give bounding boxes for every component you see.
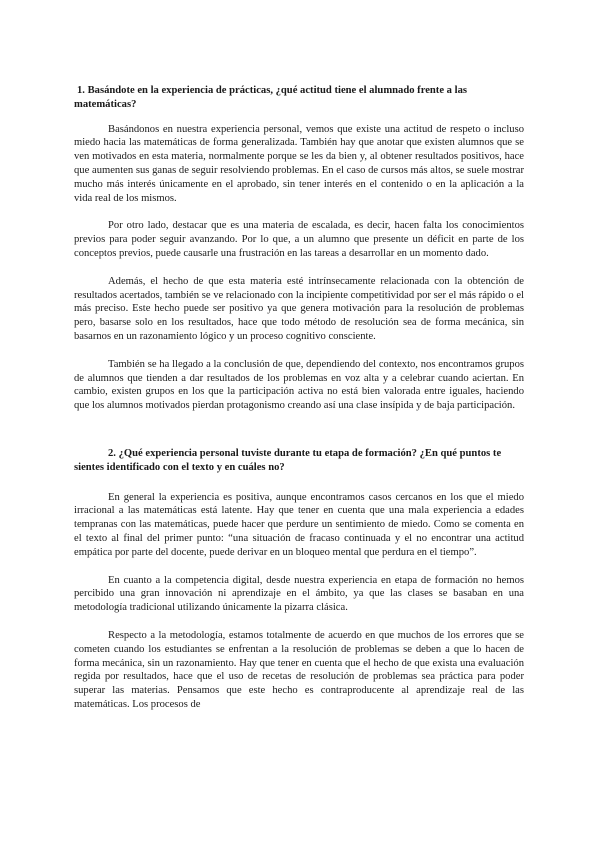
- answer-1-paragraph-1: Basándonos en nuestra experiencia personal, vemos que existe una actitud de respeto o incluso miedo hacia las matemáticas de forma generalizada. También hay que anotar que existen alumnos que se ven motivados en esta materia, normalmente porque se les da bien y, al obtener resultados positivos, hace que aumenten sus ganas de seguir resolviendo problemas. En el caso de cursos más altos, se suele mostrar mucho más interés únicamente en el aprobado, sin tener interés en el contenido o en la aplicación a la vida real de los mismos.: [74, 123, 524, 204]
- answer-2-paragraph-2: En cuanto a la competencia digital, desde nuestra experiencia en etapa de formación no hemos percibido una gran innovación ni aprendizaje en el ámbito, ya que las clases se basaban en una metodología tradicional utilizando únicamente la pizarra clásica.: [74, 574, 524, 614]
- answer-1-paragraph-2: Por otro lado, destacar que es una materia de escalada, es decir, hacen falta los conocimientos previos para poder seguir avanzando. Por lo que, a un alumno que presente un déficit en parte de los conceptos previos, puede causarle una frustración en las tareas a desarrollar en un momento dado.: [74, 220, 524, 259]
- answer-2-paragraph-3: Respecto a la metodología, estamos totalmente de acuerdo en que muchos de los errores que se cometen cuando los estudiantes se enfrentan a la resolución de problemas se deben a que lo hacen de forma mecánica, sin un razonamiento. Hay que tener en cuenta que el hecho de que exista una evaluación regida por resultados, hace que el uso de recetas de resolución de problemas sea práctica para poder superar las materias. Pensamos que este hecho es contraproducente al aprendizaje real de las matemáticas. Los procesos de: [74, 629, 524, 710]
- question-2-heading: 2. ¿Qué experiencia personal tuviste durante tu etapa de formación? ¿En qué puntos te sientes identificado con el texto y en cuáles no?: [74, 447, 502, 473]
- answer-2-paragraph-1: En general la experiencia es positiva, aunque encontramos casos cercanos en los que el miedo irracional a las matemáticas está latente. Hay que tener en cuenta que una mala experiencia a edades tempranas con las matemáticas, puede hacer que perdure un sentimiento de miedo. Como se comenta en el texto al final del primer punto: “una situación de fracaso continuada y el no encontrar una actitud empática por parte del docente, puede derivar en un bloqueo mental que perdura en el tiempo”.: [74, 491, 524, 558]
- question-1-heading: 1. Basándote en la experiencia de prácticas, ¿qué actitud tiene el alumnado frente a las matemáticas?: [74, 85, 467, 110]
- answer-1-paragraph-4: También se ha llegado a la conclusión de que, dependiendo del contexto, nos encontramos grupos de alumnos que tienden a dar resultados de los problemas en voz alta y a celebrar cuando aciertan. En cambio, existen grupos en los que la participación activa no está bien valorada entre iguales, haciendo que los alumnos motivados pierdan protagonismo creando así una clase insípida y de baja participación.: [74, 358, 524, 412]
- answer-1-paragraph-3: Además, el hecho de que esta materia esté intrínsecamente relacionada con la obtención de resultados acertados, también se ve relacionado con la incipiente competitividad por ser el más rápido o el más preciso. Este hecho puede ser positivo ya que genera motivación para la resolución de problemas pero, basarse solo en los resultados, hace que todo método de resolución sea de forma mecánica, sin basarnos en un razonamiento lógico y un proceso cognitivo consciente.: [74, 275, 524, 342]
